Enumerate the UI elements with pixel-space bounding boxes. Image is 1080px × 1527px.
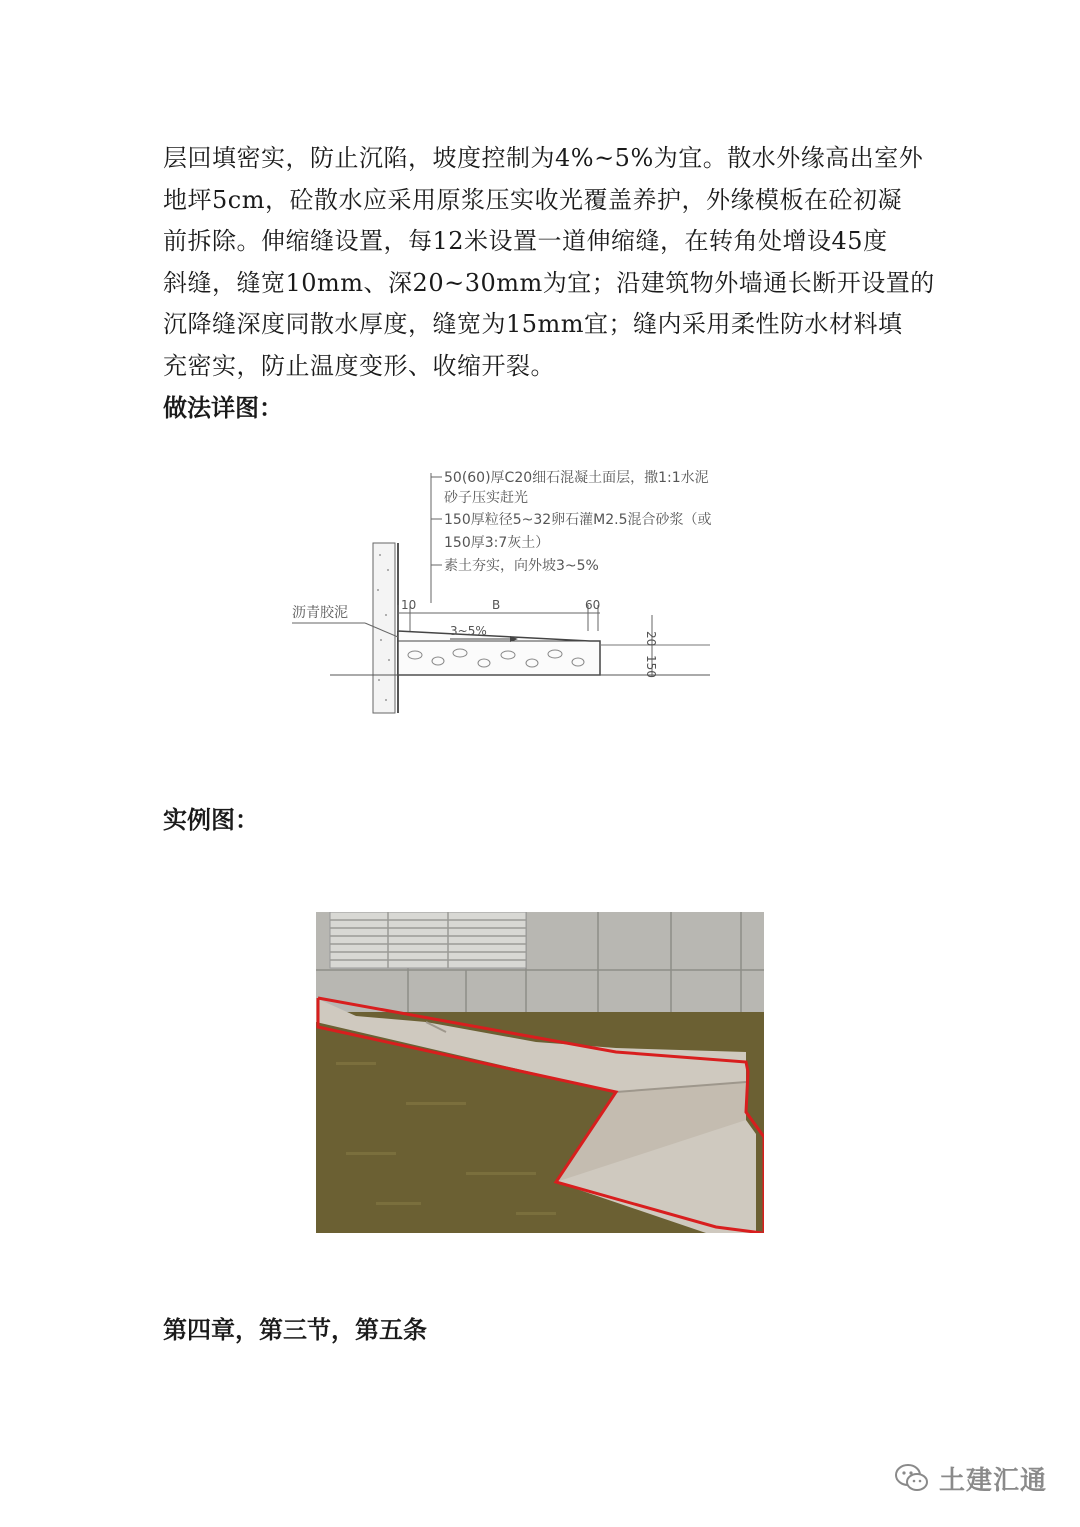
body-line: 斜缝，缝宽10mm、深20~30mm为宜；沿建筑物外墙通长断开设置的 xyxy=(163,268,935,297)
wechat-icon xyxy=(895,1463,929,1493)
dim-label: 10 xyxy=(401,598,417,612)
body-line: 地坪5cm，砼散水应采用原浆压实收光覆盖养护，外缘模板在砼初凝 xyxy=(163,185,902,214)
dim-label: 60 xyxy=(585,598,601,612)
body-line: 层回填密实，防止沉陷，坡度控制为4%~5%为宜。散水外缘高出室外 xyxy=(163,144,924,172)
detail-heading: 做法详图： xyxy=(163,394,283,422)
body-line: 沉降缝深度同散水厚度，缝宽为15mm宜；缝内采用柔性防水材料填 xyxy=(163,310,903,339)
layer-label: 素土夯实，向外坡3~5% xyxy=(444,558,599,574)
detail-drawing xyxy=(270,455,740,730)
body-line: 充密实，防止温度变形、收缩开裂。 xyxy=(163,351,555,380)
watermark xyxy=(895,1458,1047,1498)
layer-label: 150厚3:7灰土） xyxy=(444,535,550,551)
body-paragraph xyxy=(163,138,935,388)
left-label: 沥青胶泥 xyxy=(292,605,348,621)
watermark-text: 土建汇通 xyxy=(939,1465,1048,1496)
dim-label: 20 xyxy=(644,631,658,647)
example-photo xyxy=(316,912,764,1233)
layer-label: 砂子压实赶光 xyxy=(444,490,528,506)
dim-label: 150 xyxy=(644,655,658,678)
layer-label: 150厚粒径5~32卵石灌M2.5混合砂浆（或 xyxy=(444,512,712,528)
body-line: 前拆除。伸缩缝设置，每12米设置一道伸缩缝，在转角处增设45度 xyxy=(163,227,888,256)
chapter-heading: 第四章，第三节，第五条 xyxy=(163,1316,427,1344)
sidewalk-photo xyxy=(316,912,764,1233)
example-heading: 实例图： xyxy=(163,806,259,834)
slope-label: 3~5% xyxy=(450,624,487,638)
dim-label: B xyxy=(492,598,501,612)
layer-label: 50(60)厚C20细石混凝土面层，撒1:1水泥 xyxy=(444,470,709,486)
